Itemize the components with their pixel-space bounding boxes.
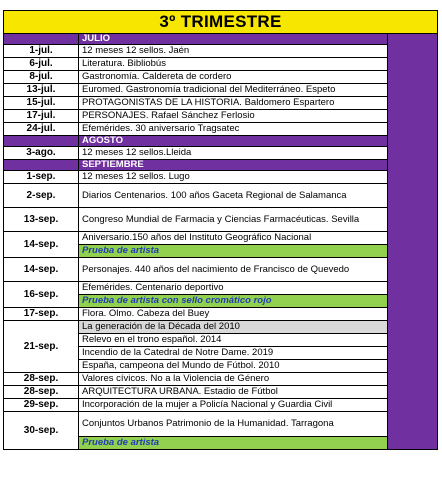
- date-cell: 29-sep.: [4, 399, 79, 412]
- table-row: [4, 123, 438, 136]
- table-row: [4, 232, 438, 245]
- artist-proof-note: Prueba de artista: [79, 437, 388, 450]
- table-row: [4, 110, 438, 123]
- event-cell: Incorporación de la mujer a Policía Nacional y Guardia Civil: [79, 399, 388, 412]
- event-cell: Incendio de la Catedral de Notre Dame. 2019: [79, 347, 388, 360]
- date-cell: 13-sep.: [4, 208, 79, 232]
- month-label: SEPTIEMBRE: [79, 160, 388, 171]
- page-title: 3º TRIMESTRE: [4, 11, 438, 34]
- table-row: [4, 258, 438, 282]
- date-cell: 8-jul.: [4, 71, 79, 84]
- artist-proof-note: Prueba de artista: [79, 245, 388, 258]
- event-cell: Literatura. Bibliobús: [79, 58, 388, 71]
- month-label: JULIO: [79, 34, 388, 45]
- month-label: AGOSTO: [79, 136, 388, 147]
- event-cell: Euromed. Gastronomía tradicional del Mediterráneo. Espeto: [79, 84, 388, 97]
- date-cell: 3-ago.: [4, 147, 79, 160]
- event-cell: PERSONAJES. Rafael Sánchez Ferlosio: [79, 110, 388, 123]
- date-cell: 28-sep.: [4, 386, 79, 399]
- date-cell: 28-sep.: [4, 373, 79, 386]
- month-header: [4, 136, 438, 147]
- event-cell: Efemérides. 30 aniversario Tragsatec: [79, 123, 388, 136]
- date-cell: 1-sep.: [4, 171, 79, 184]
- event-cell: Congreso Mundial de Farmacia y Ciencias Farmacéuticas. Sevilla: [79, 208, 388, 232]
- date-cell: 24-jul.: [4, 123, 79, 136]
- event-cell: Aniversario.150 años del Instituto Geográfico Nacional: [79, 232, 388, 245]
- month-header-spacer: [4, 160, 79, 171]
- event-cell: 12 meses 12 sellos.Lleida: [79, 147, 388, 160]
- date-cell: 6-jul.: [4, 58, 79, 71]
- table-row: [4, 84, 438, 97]
- table-row: [4, 321, 438, 334]
- event-cell: ARQUITECTURA URBANA. Estadio de Fútbol: [79, 386, 388, 399]
- event-cell: 12 meses 12 sellos. Lugo: [79, 171, 388, 184]
- event-cell: Personajes. 440 años del nacimiento de Francisco de Quevedo: [79, 258, 388, 282]
- table-row: [4, 184, 438, 208]
- event-cell: Diarios Centenarios. 100 años Gaceta Regional de Salamanca: [79, 184, 388, 208]
- side-column: [388, 34, 438, 450]
- table-row: [4, 171, 438, 184]
- table-row: [4, 208, 438, 232]
- table-row: [4, 412, 438, 437]
- event-cell: 12 meses 12 sellos. Jaén: [79, 45, 388, 58]
- event-cell: Valores cívicos. No a la Violencia de Género: [79, 373, 388, 386]
- month-header-spacer: [4, 136, 79, 147]
- date-cell: 14-sep.: [4, 232, 79, 258]
- table-row: [4, 147, 438, 160]
- date-cell: 14-sep.: [4, 258, 79, 282]
- table-row: [4, 373, 438, 386]
- event-cell: Conjuntos Urbanos Patrimonio de la Humanidad. Tarragona: [79, 412, 388, 437]
- table-row: [4, 282, 438, 295]
- month-header-spacer: [4, 34, 79, 45]
- month-header: [4, 160, 438, 171]
- event-cell: Relevo en el trono español. 2014: [79, 334, 388, 347]
- table-row: [4, 386, 438, 399]
- date-cell: 15-jul.: [4, 97, 79, 110]
- artist-proof-note: Prueba de artista con sello cromático rojo: [79, 295, 388, 308]
- table-row: [4, 399, 438, 412]
- event-cell: PROTAGONISTAS DE LA HISTORIA. Baldomero Espartero: [79, 97, 388, 110]
- event-cell: La generación de la Década del 2010: [79, 321, 388, 334]
- table-row: [4, 71, 438, 84]
- date-cell: 16-sep.: [4, 282, 79, 308]
- date-cell: 17-sep.: [4, 308, 79, 321]
- date-cell: 13-jul.: [4, 84, 79, 97]
- month-header: [4, 34, 438, 45]
- date-cell: 30-sep.: [4, 412, 79, 450]
- event-cell: España, campeona del Mundo de Fútbol. 2010: [79, 360, 388, 373]
- event-cell: Efemérides. Centenario deportivo: [79, 282, 388, 295]
- table-row: [4, 308, 438, 321]
- date-cell: 2-sep.: [4, 184, 79, 208]
- table-row: [4, 45, 438, 58]
- event-cell: Gastronomía. Caldereta de cordero: [79, 71, 388, 84]
- table-row: [4, 97, 438, 110]
- event-cell: Flora. Olmo. Cabeza del Buey: [79, 308, 388, 321]
- date-cell: 21-sep.: [4, 321, 79, 373]
- table-row: [4, 58, 438, 71]
- date-cell: 17-jul.: [4, 110, 79, 123]
- date-cell: 1-jul.: [4, 45, 79, 58]
- calendar-table: [3, 10, 438, 450]
